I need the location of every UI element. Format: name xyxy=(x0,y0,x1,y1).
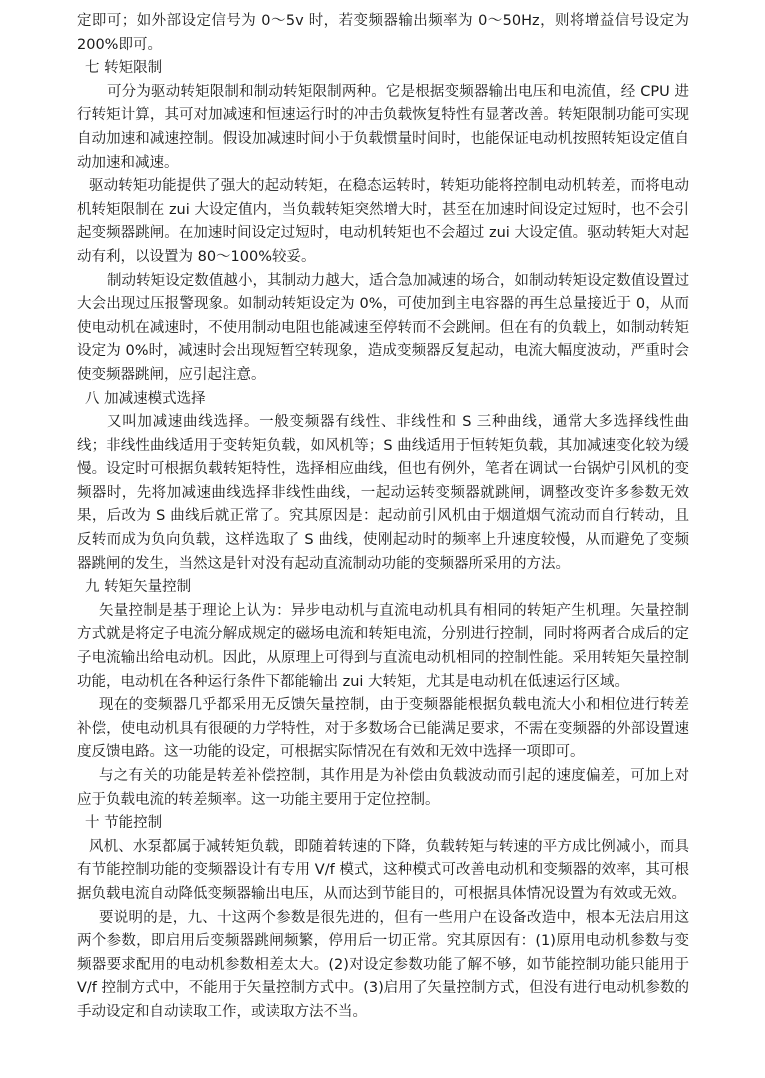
paragraph-energy-saving-1: 风机、水泵都属于减转矩负载，即随着转速的下降，负载转矩与转速的平方成比例减小，而具有节能控制功能的变频器设计有专用 V/f 模式，这种模式可改善电动机和变频器的效率，其可根据负载电流自动降低变频器输出电压，从而达到节能目的，可根据具体情况设置为有效或无效。 xyxy=(77,838,689,902)
paragraph-vector-control-3: 与之有关的功能是转差补偿控制，其作用是为补偿由负载波动而引起的速度偏差，可加上对应于负载电流的转差频率。这一功能主要用于定位控制。 xyxy=(77,768,689,808)
paragraph-torque-limit-3: 制动转矩设定数值越小，其制动力越大，适合急加减速的场合，如制动转矩设定数值设置过大会出现过压报警现象。如制动转矩设定为 0%，可使加到主电容器的再生总量接近于 0，从而使电动机在减速时，不使用制动电阻也能减速至停转而不会跳闸。但在有的负载上，如制动转矩设定为 0%时，减速时会出现短暂空转现象，造成变频器反复起动，电流大幅度波动，严重时会使变频器跳闸，应引起注意。 xyxy=(77,272,689,383)
paragraph-torque-limit-2: 驱动转矩功能提供了强大的起动转矩，在稳态运转时，转矩功能将控制电动机转差，而将电动机转矩限制在 zui 大设定值内，当负载转矩突然增大时，甚至在加速时间设定过短时，也不会引起变频器跳闸。在加速时间设定过短时，电动机转矩也不会超过 zui 大设定值。驱动转矩大对起动有利，以设置为 80～100%较妥。 xyxy=(77,178,689,265)
section-heading-energy-saving: 十 节能控制 xyxy=(85,815,163,832)
section-heading-vector-control: 九 转矩矢量控制 xyxy=(85,579,192,596)
paragraph-energy-saving-2: 要说明的是，九、十这两个参数是很先进的，但有一些用户在设备改造中，根本无法启用这两个参数，即启用后变频器跳闸频繁，停用后一切正常。究其原因有：(1)原用电动机参数与变频器要求配用的电动机参数相差太大。(2)对设定参数功能了解不够，如节能控制功能只能用于 V/f 控制方式中，不能用于矢量控制方式中。(3)启用了矢量控制方式，但没有进行电动机参数的手动设定和自动读取工作，或读取方法不当。 xyxy=(77,909,689,1020)
paragraph-vector-control-1: 矢量控制是基于理论上认为：异步电动机与直流电动机具有相同的转矩产生机理。矢量控制方式就是将定子电流分解成规定的磁场电流和转矩电流，分别进行控制，同时将两者合成后的定子电流输出给电动机。因此，从原理上可得到与直流电动机相同的控制性能。采用转矩矢量控制功能，电动机在各种运行条件下都能输出 zui 大转矩，尤其是电动机在低速运行区域。 xyxy=(77,602,689,690)
paragraph-accel-mode-1: 又叫加减速曲线选择。一般变频器有线性、非线性和 S 三种曲线，通常大多选择线性曲线；非线性曲线适用于变转矩负载，如风机等；S 曲线适用于恒转矩负载，其加减速变化较为缓慢。设定时可根据负载转矩特性，选择相应曲线，但也有例外，笔者在调试一台锅炉引风机的变频器时，先将加减速曲线选择非线性曲线，一起动运转变频器就跳闸，调整改变许多参数无效果，后改为 S 曲线后就正常了。究其原因是：起动前引风机由于烟道烟气流动而自行转动，且反转而成为负向负载，这样选取了 S 曲线，使刚起动时的频率上升速度较慢，从而避免了变频器跳闸的发生，当然这是针对没有起动直流制动功能的变频器所采用的方法。 xyxy=(77,414,689,572)
paragraph-intro-continuation: 定即可；如外部设定信号为 0～5v 时，若变频器输出频率为 0～50Hz，则将增益信号设定为 200%即可。 xyxy=(77,13,689,53)
section-heading-accel-mode: 八 加减速模式选择 xyxy=(85,390,206,407)
paragraph-vector-control-2: 现在的变频器几乎都采用无反馈矢量控制，由于变频器能根据负载电流大小和相位进行转差补偿，使电动机具有很硬的力学特性，对于多数场合已能满足要求，不需在变频器的外部设置速度反馈电路。这一功能的设定，可根据实际情况在有效和无效中选择一项即可。 xyxy=(77,697,689,761)
paragraph-torque-limit-1: 可分为驱动转矩限制和制动转矩限制两种。它是根据变频器输出电压和电流值，经 CPU 进行转矩计算，其可对加减速和恒速运行时的冲击负载恢复特性有显著改善。转矩限制功能可实现自动加速和减速控制。假设加减速时间小于负载惯量时间时，也能保证电动机按照转矩设定值自动加速和减速。 xyxy=(77,83,689,171)
section-heading-torque-limit: 七 转矩限制 xyxy=(85,60,163,77)
